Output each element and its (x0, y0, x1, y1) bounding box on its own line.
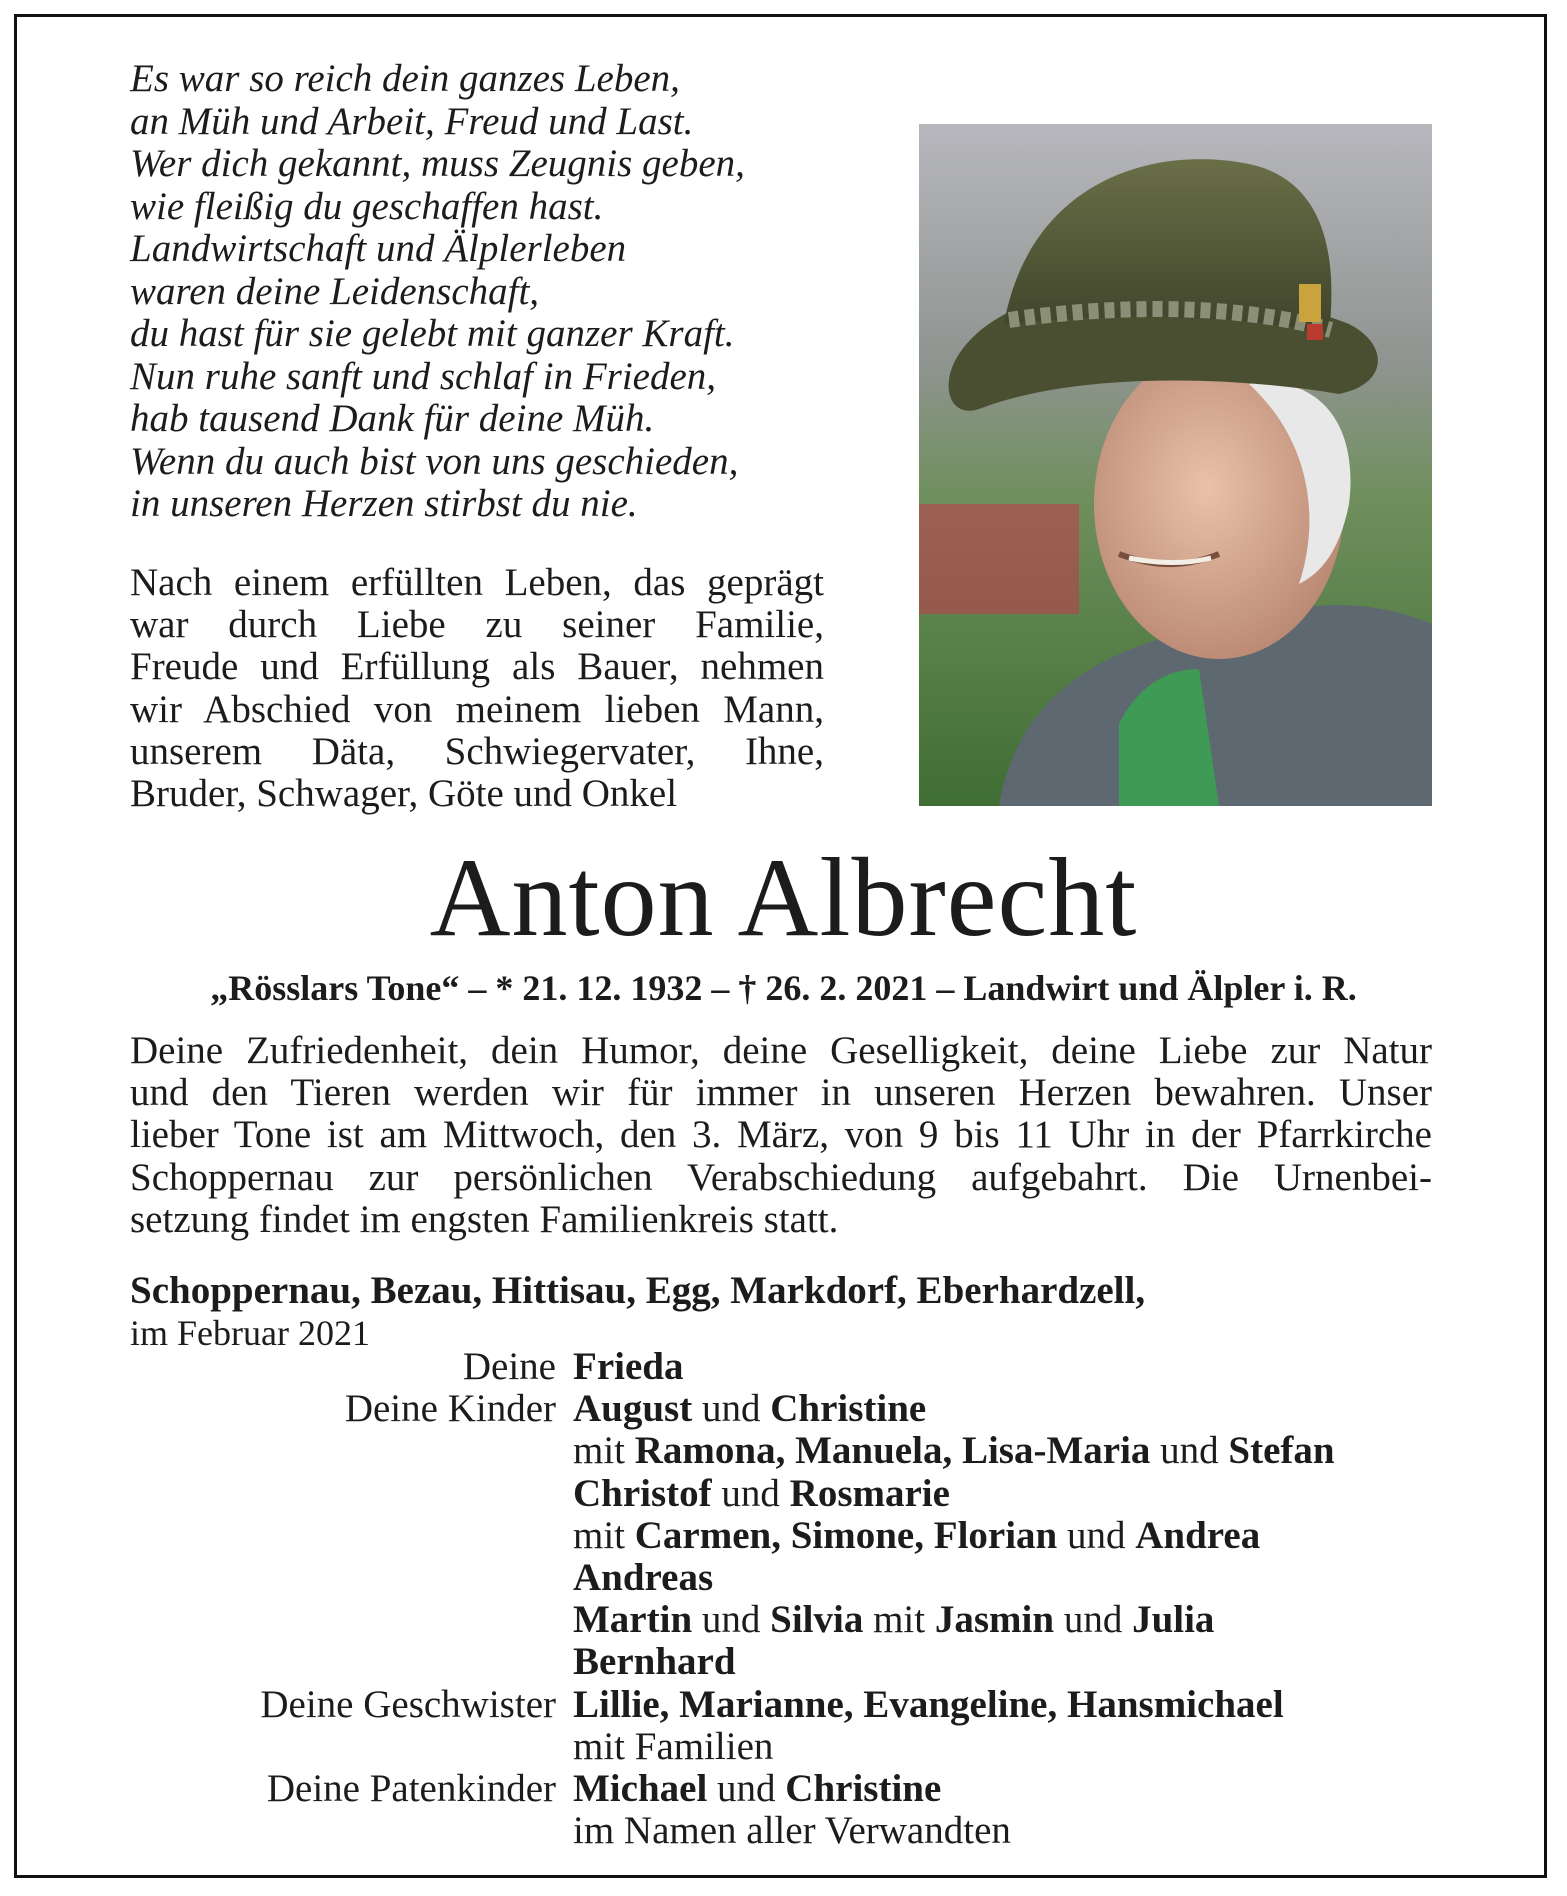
connector-word: und (701, 1387, 761, 1431)
poem-line: in unseren Herzen stirbst du nie. (130, 482, 638, 525)
poem-line: waren deine Leidenschaft, (130, 269, 540, 313)
body-line: lieber Tone ist am Mittwoch, den 3. März, von 9 bis 11 Uhr in der Pfarrkirche (130, 1113, 1432, 1157)
mourner-row (0, 1557, 1567, 1599)
poem-line: wie fleißig du geschaffen hast. (130, 184, 604, 228)
poem-line: an Müh und Arbeit, Freud und Last. (130, 99, 694, 143)
mourner-name: Bernhard (573, 1640, 736, 1684)
connector-word: mit (873, 1598, 926, 1642)
siblings-suffix: mit Familien (573, 1724, 774, 1768)
mourner-row (0, 1430, 1567, 1472)
intro-line: wir Abschied von meinem lieben Mann, (130, 687, 824, 731)
mourner-name: Carmen, Simone, Florian (634, 1513, 1058, 1557)
relation-label: Deine (462, 1345, 556, 1388)
deceased-name: Anton Albrecht (429, 836, 1138, 960)
nickname-dates-occupation: „Rösslars Tone“ – * 21. 12. 1932 – † 26. 2. 2021 – Landwirt und Älpler i. R. (210, 968, 1357, 1008)
connector-word: mit (573, 1513, 626, 1557)
body-line: Deine Zufriedenheit, dein Humor, deine Geselligkeit, deine Liebe zur Natur (130, 1029, 1432, 1072)
connector-word: und (1160, 1429, 1219, 1473)
intro-paragraph (130, 562, 824, 815)
mourner-row (0, 1599, 1567, 1641)
closing-line: im Namen aller Verwandten (573, 1809, 1011, 1853)
mourner-name: Silvia (770, 1598, 864, 1642)
mourner-name: Andreas (573, 1555, 714, 1599)
poem-line: Wer dich gekannt, muss Zeugnis geben, (130, 142, 745, 185)
mourner-name: Julia (1132, 1598, 1215, 1642)
relation-label: Deine Geschwister (260, 1682, 556, 1726)
mourner-name: Jasmin (934, 1598, 1055, 1642)
mourner-name: Lillie, Marianne, Evangeline, Hansmichael (573, 1682, 1284, 1726)
mourner-name: Rosmarie (789, 1471, 950, 1515)
portrait-photo (919, 124, 1432, 806)
mourner-row (0, 1515, 1567, 1557)
intro-line: Bruder, Schwager, Göte und Onkel (130, 772, 678, 816)
mourner-row-godchildren (0, 1768, 1567, 1810)
poem-line: Wenn du auch bist von uns geschieden, (130, 439, 739, 483)
mourner-name: Christof (573, 1471, 712, 1515)
mourner-name: Andrea (1135, 1513, 1261, 1557)
funeral-notice-text (130, 1030, 1432, 1241)
mourner-row-siblings (0, 1684, 1567, 1726)
body-line: und den Tieren werden wir für immer in unseren Herzen bewahren. Unser (130, 1071, 1432, 1115)
intro-line: Freude und Erfüllung als Bauer, nehmen (130, 645, 824, 689)
mourners-list (0, 1346, 1567, 1852)
notice-date: im Februar 2021 (130, 1313, 370, 1353)
mourner-name: Frieda (573, 1345, 684, 1388)
poem-line: Nun ruhe sanft und schlaf in Frieden, (130, 354, 717, 398)
intro-line: war durch Liebe zu seiner Familie, (130, 603, 824, 647)
mourner-row-children (0, 1388, 1567, 1430)
relation-label: Deine Kinder (344, 1387, 556, 1431)
intro-line: Nach einem erfüllten Leben, das geprägt (130, 561, 824, 604)
mourner-name: Christine (770, 1387, 927, 1431)
poem-line: Es war so reich dein ganzes Leben, (130, 57, 680, 100)
relation-label: Deine Patenkinder (266, 1766, 556, 1810)
mourner-name: Stefan (1228, 1429, 1335, 1473)
intro-line: unserem Däta, Schwiegervater, Ihne, (130, 729, 824, 773)
connector-word: und (1063, 1598, 1123, 1642)
mourner-name: Martin (573, 1598, 693, 1642)
mourner-row (0, 1641, 1567, 1683)
memorial-poem (130, 58, 890, 526)
mourner-row (0, 1726, 1567, 1768)
mourner-name: Ramona, Manuela, Lisa-Maria (634, 1429, 1151, 1473)
poem-line: hab tausend Dank für deine Müh. (130, 397, 655, 440)
connector-word: mit (573, 1429, 626, 1473)
body-line: Schoppernau zur persönlichen Verabschiedung aufgebahrt. Die Urnenbei- (130, 1155, 1432, 1199)
mourner-row-wife (0, 1346, 1567, 1388)
connector-word: und (717, 1766, 776, 1810)
mourner-name: August (573, 1387, 693, 1431)
mourner-name: Michael (573, 1766, 708, 1810)
body-line: setzung findet im engsten Familienkreis statt. (130, 1197, 839, 1241)
poem-line: du hast für sie gelebt mit ganzer Kraft. (130, 312, 735, 355)
places-line: Schoppernau, Bezau, Hittisau, Egg, Markdorf, Eberhardzell, (130, 1269, 1146, 1312)
mourner-row (0, 1473, 1567, 1515)
connector-word: und (721, 1471, 780, 1515)
poem-line: Landwirtschaft und Älplerleben (130, 227, 627, 270)
connector-word: und (1066, 1513, 1126, 1557)
connector-word: und (701, 1598, 761, 1642)
mourner-name: Christine (785, 1766, 942, 1810)
mourner-row (0, 1810, 1567, 1852)
